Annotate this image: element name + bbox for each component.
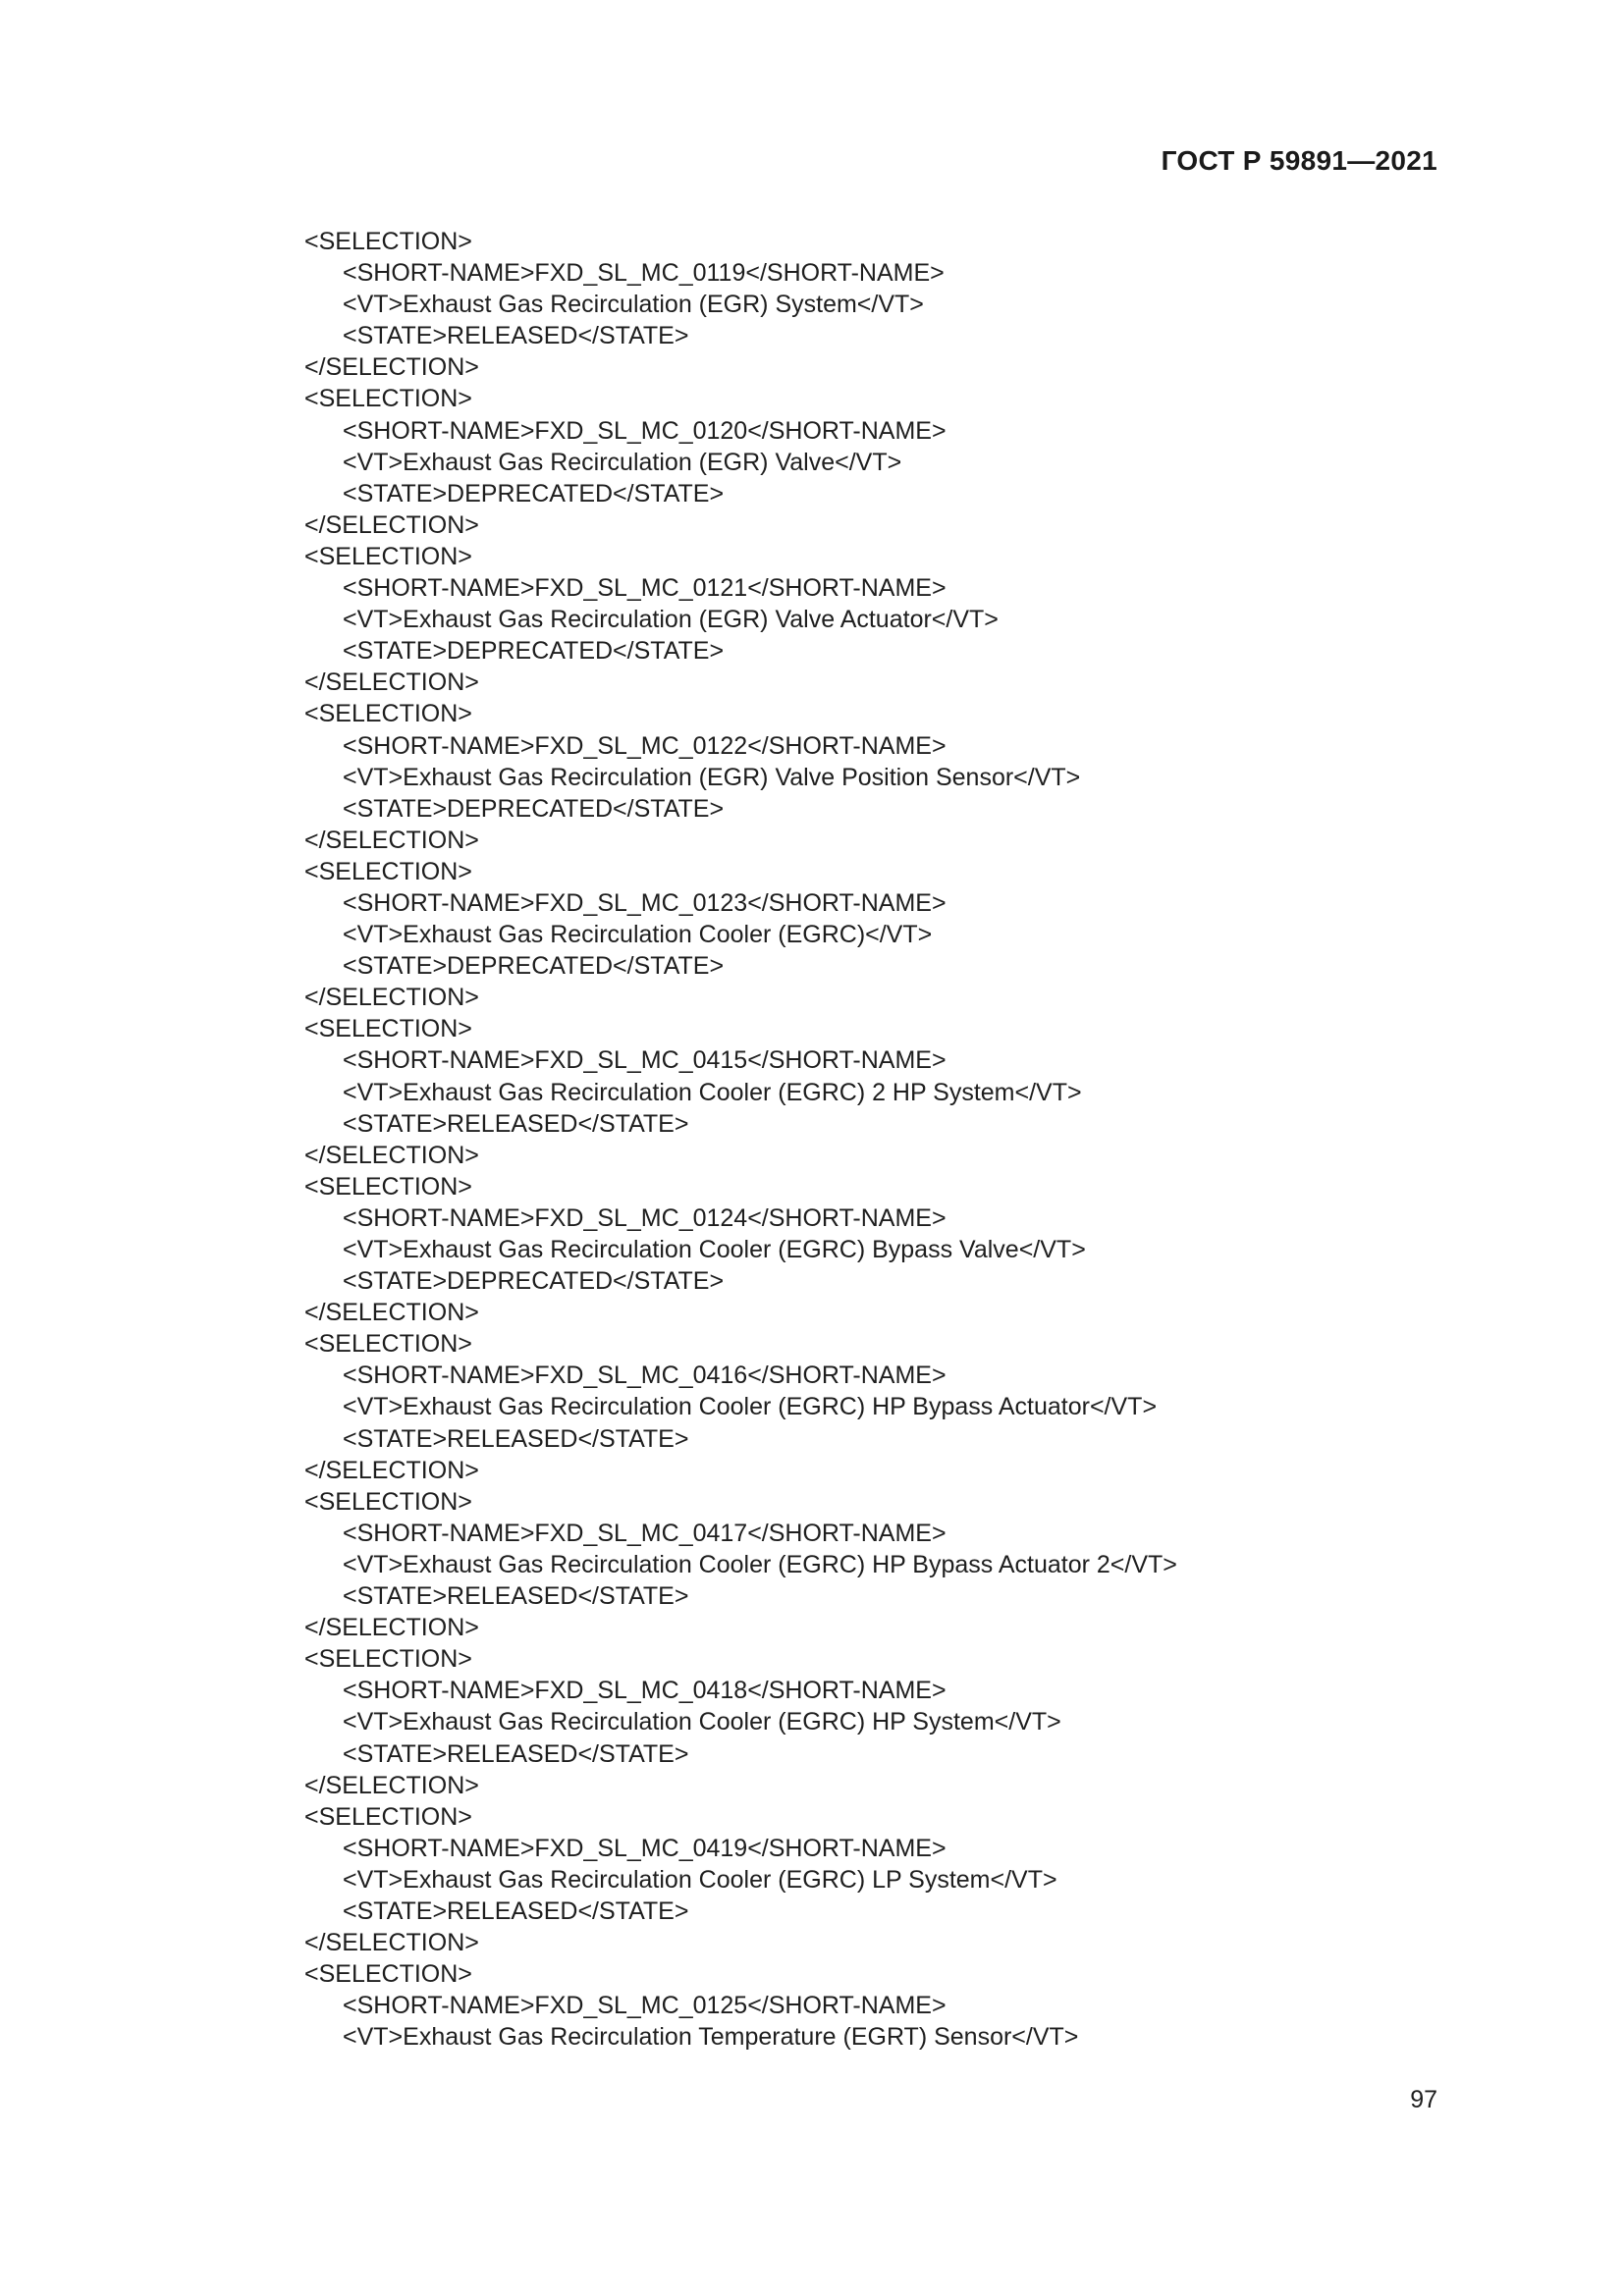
- code-line: </SELECTION>: [304, 1299, 479, 1327]
- code-line: <SHORT-NAME>FXD_SL_MC_0418</SHORT-NAME>: [343, 1677, 947, 1705]
- code-line: <SELECTION>: [304, 228, 472, 255]
- code-line: <VT>Exhaust Gas Recirculation (EGR) Valve Actuator</VT>: [343, 606, 999, 634]
- code-line: <SHORT-NAME>FXD_SL_MC_0119</SHORT-NAME>: [343, 259, 945, 288]
- code-line: <STATE>DEPRECATED</STATE>: [343, 952, 725, 981]
- code-line: </SELECTION>: [304, 1141, 479, 1169]
- code-line: <VT>Exhaust Gas Recirculation (EGR) Valve Position Sensor</VT>: [343, 763, 1081, 791]
- code-line: <SELECTION>: [304, 1802, 472, 1831]
- code-line: <SHORT-NAME>FXD_SL_MC_0125</SHORT-NAME>: [343, 1992, 947, 2020]
- code-line: </SELECTION>: [304, 353, 479, 382]
- code-line: <SELECTION>: [304, 1487, 472, 1516]
- code-line: <STATE>DEPRECATED</STATE>: [343, 479, 725, 507]
- code-line: </SELECTION>: [304, 510, 479, 539]
- code-line: <VT>Exhaust Gas Recirculation Cooler (EGRC) Bypass Valve</VT>: [343, 1236, 1086, 1263]
- code-line: <SELECTION>: [304, 857, 472, 885]
- code-line: <VT>Exhaust Gas Recirculation (EGR) System</VT>: [343, 291, 924, 319]
- code-line: <STATE>RELEASED</STATE>: [343, 322, 689, 350]
- code-line: <SHORT-NAME>FXD_SL_MC_0416</SHORT-NAME>: [343, 1362, 947, 1390]
- page-header-standard-id: ГОСТ Р 59891—2021: [1161, 145, 1437, 176]
- code-line: <VT>Exhaust Gas Recirculation Cooler (EGRC) HP Bypass Actuator</VT>: [343, 1393, 1158, 1421]
- code-line: <VT>Exhaust Gas Recirculation Cooler (EGRC) HP Bypass Actuator 2</VT>: [343, 1550, 1177, 1578]
- code-line: <SHORT-NAME>FXD_SL_MC_0417</SHORT-NAME>: [343, 1519, 947, 1547]
- code-line: <SHORT-NAME>FXD_SL_MC_0121</SHORT-NAME>: [343, 574, 947, 603]
- code-line: <VT>Exhaust Gas Recirculation Cooler (EGRC) LP System</VT>: [343, 1865, 1057, 1894]
- code-line: <VT>Exhaust Gas Recirculation (EGR) Valve</VT>: [343, 448, 902, 476]
- code-line: </SELECTION>: [304, 1456, 479, 1484]
- page-number: 97: [1410, 2086, 1437, 2113]
- code-line: <SHORT-NAME>FXD_SL_MC_0120</SHORT-NAME>: [343, 416, 947, 445]
- code-line: <STATE>RELEASED</STATE>: [343, 1739, 689, 1768]
- xml-code-block: [304, 226, 1434, 2053]
- code-line: <SELECTION>: [304, 700, 472, 728]
- code-line: <SHORT-NAME>FXD_SL_MC_0419</SHORT-NAME>: [343, 1834, 947, 1862]
- code-line: </SELECTION>: [304, 668, 479, 697]
- code-line: <SELECTION>: [304, 542, 472, 570]
- code-line: <STATE>RELEASED</STATE>: [343, 1896, 689, 1925]
- code-line: <SHORT-NAME>FXD_SL_MC_0415</SHORT-NAME>: [343, 1046, 947, 1075]
- code-line: <SELECTION>: [304, 385, 472, 413]
- code-line: </SELECTION>: [304, 1614, 479, 1642]
- code-line: <STATE>RELEASED</STATE>: [343, 1582, 689, 1611]
- code-line: <SHORT-NAME>FXD_SL_MC_0122</SHORT-NAME>: [343, 731, 947, 760]
- code-line: </SELECTION>: [304, 1929, 479, 1957]
- code-line: <SHORT-NAME>FXD_SL_MC_0124</SHORT-NAME>: [343, 1203, 947, 1232]
- code-line: <SELECTION>: [304, 1330, 472, 1359]
- code-line: <STATE>DEPRECATED</STATE>: [343, 794, 725, 823]
- code-line: </SELECTION>: [304, 1771, 479, 1799]
- code-line: <STATE>RELEASED</STATE>: [343, 1109, 689, 1138]
- code-line: </SELECTION>: [304, 984, 479, 1012]
- code-line: <SELECTION>: [304, 1015, 472, 1043]
- code-line: <VT>Exhaust Gas Recirculation Cooler (EGRC)</VT>: [343, 921, 933, 949]
- code-line: <SHORT-NAME>FXD_SL_MC_0123</SHORT-NAME>: [343, 888, 947, 917]
- code-line: <VT>Exhaust Gas Recirculation Temperature (EGRT) Sensor</VT>: [343, 2023, 1079, 2052]
- code-line: <SELECTION>: [304, 1645, 472, 1674]
- code-line: </SELECTION>: [304, 826, 479, 854]
- code-line: <SELECTION>: [304, 1172, 472, 1201]
- code-line: <VT>Exhaust Gas Recirculation Cooler (EGRC) 2 HP System</VT>: [343, 1078, 1082, 1106]
- code-line: <SELECTION>: [304, 1960, 472, 1989]
- code-line: <STATE>DEPRECATED</STATE>: [343, 1267, 725, 1296]
- code-line: <VT>Exhaust Gas Recirculation Cooler (EGRC) HP System</VT>: [343, 1708, 1061, 1736]
- code-line: <STATE>DEPRECATED</STATE>: [343, 637, 725, 666]
- code-line: <STATE>RELEASED</STATE>: [343, 1424, 689, 1453]
